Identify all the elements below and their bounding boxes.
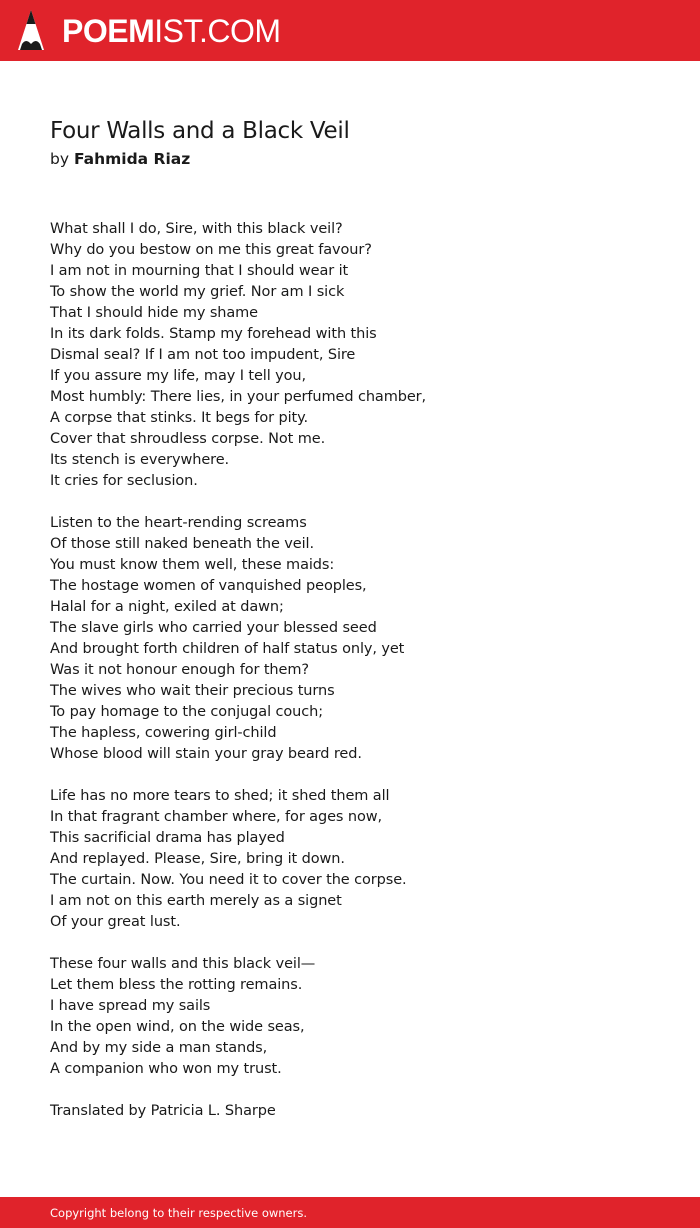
poem-line: To pay homage to the conjugal couch; <box>50 704 323 720</box>
byline-prefix: by <box>50 150 70 168</box>
poem-line: Most humbly: There lies, in your perfumed chamber, <box>50 389 427 405</box>
poem-line: I have spread my sails <box>50 998 211 1014</box>
poem-line: A companion who won my trust. <box>50 1061 282 1077</box>
poem-line: A corpse that stinks. It begs for pity. <box>50 410 309 426</box>
poem-line: These four walls and this black veil— <box>50 956 316 972</box>
poem-stanza <box>50 786 670 933</box>
poem-line: Halal for a night, exiled at dawn; <box>50 599 284 615</box>
poem-stanza <box>50 1101 670 1122</box>
poem-line: The wives who wait their precious turns <box>50 683 335 699</box>
poem-stanza <box>50 513 670 765</box>
site-footer <box>0 1197 700 1228</box>
poem-line: And replayed. Please, Sire, bring it down. <box>50 851 345 867</box>
poem-line: I am not in mourning that I should wear it <box>50 263 349 279</box>
poem-byline <box>50 149 190 169</box>
poem-line: To show the world my grief. Nor am I sick <box>50 284 345 300</box>
poem-author: Fahmida Riaz <box>73 150 191 168</box>
poem-line: And by my side a man stands, <box>50 1040 268 1056</box>
poem-line: In its dark folds. Stamp my forehead with this <box>50 326 377 342</box>
site-header <box>0 0 700 61</box>
poem-line: Listen to the heart-rending screams <box>50 515 307 531</box>
poem-line: The slave girls who carried your blessed seed <box>50 620 377 636</box>
poem-line: Of your great lust. <box>50 914 181 930</box>
poem-line: Life has no more tears to shed; it shed them all <box>50 788 390 804</box>
poem-line: The hostage women of vanquished peoples, <box>50 578 367 594</box>
poem-stanza <box>50 219 670 492</box>
poem-line: The curtain. Now. You need it to cover the corpse. <box>50 872 407 888</box>
poem-line: In the open wind, on the wide seas, <box>50 1019 305 1035</box>
poem-line: And brought forth children of half status only, yet <box>50 641 405 657</box>
poem-line: Its stench is everywhere. <box>50 452 230 468</box>
poem-line: Why do you bestow on me this great favour? <box>50 242 372 258</box>
poem-stanza <box>50 954 670 1080</box>
poem-line: In that fragrant chamber where, for ages now, <box>50 809 382 825</box>
poem-line: Dismal seal? If I am not too impudent, Sire <box>50 347 356 363</box>
poem-line: If you assure my life, may I tell you, <box>50 368 307 384</box>
poem-line: What shall I do, Sire, with this black veil? <box>50 221 343 237</box>
poem-title: Four Walls and a Black Veil <box>50 118 350 144</box>
poem-body <box>50 219 670 1143</box>
copyright-notice: Copyright belong to their respective owners. <box>50 1206 308 1220</box>
poem-line: Let them bless the rotting remains. <box>50 977 303 993</box>
poem-line: Was it not honour enough for them? <box>50 662 309 678</box>
logo-text-light: IST.COM <box>154 13 281 49</box>
site-logo[interactable] <box>62 12 281 50</box>
poem-line: Cover that shroudless corpse. Not me. <box>50 431 326 447</box>
poem-line: Translated by Patricia L. Sharpe <box>50 1103 276 1119</box>
pencil-tip-icon[interactable] <box>18 10 44 52</box>
poem-line: Whose blood will stain your gray beard red. <box>50 746 362 762</box>
poem-line: I am not on this earth merely as a signet <box>50 893 342 909</box>
poem-line: This sacrificial drama has played <box>50 830 285 846</box>
poem-line: The hapless, cowering girl-child <box>50 725 277 741</box>
poem-line: Of those still naked beneath the veil. <box>50 536 314 552</box>
poem-line: You must know them well, these maids: <box>50 557 335 573</box>
poem-line: It cries for seclusion. <box>50 473 198 489</box>
logo-text-bold: POEM <box>62 13 155 49</box>
poem-line: That I should hide my shame <box>50 305 259 321</box>
